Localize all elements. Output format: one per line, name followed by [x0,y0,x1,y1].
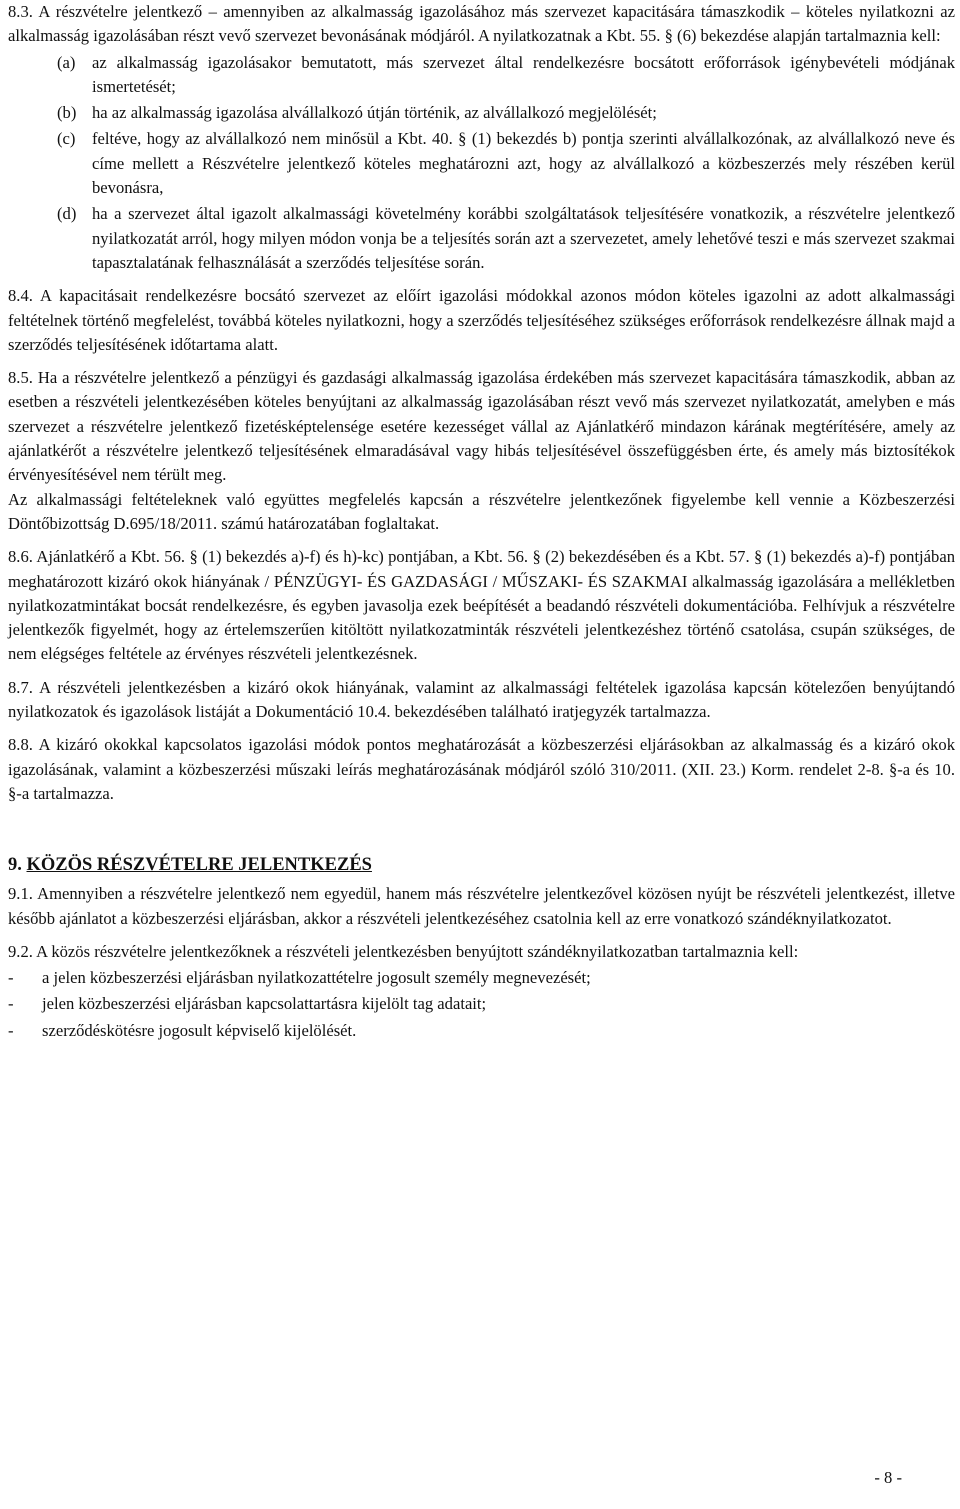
dash-item-3 [8,1019,955,1043]
section-9-2-intro: 9.2. A közös részvételre jelentkezőknek a részvételi jelentkezésben benyújtott szándéknyilatkozatban tartalmaznia kell: [8,941,799,961]
section-8-5-note: Az alkalmassági feltételeknek való együttes megfelelés kapcsán a részvételre jelentkezőnek figyelembe kell vennie a Közbeszerzési Döntőbizottság D.695/18/2011. számú határozatában foglaltakat. [8,489,955,533]
list-item-b [57,101,955,125]
page-footer [0,1466,960,1490]
dash-text: szerződéskötésre jogosult képviselő kijelölését. [42,1020,357,1040]
section-8-4: 8.4. A kapacitásait rendelkezésre bocsátó szervezet az előírt igazolási módokkal azonos módon köteles igazolni az adott alkalmassági feltételnek történő megfelelést, továbbá köteles nyilatkozni, hogy a szerződés teljesítéséhez szükséges erőforrások rendelkezésre állnak majd a szerződés teljesítésének időtartama alatt. [8,286,955,354]
document-page [8,0,955,1043]
dash-bullet: - [8,1020,14,1040]
page-number: - 8 - [874,1468,902,1487]
dash-bullet: - [8,994,14,1014]
list-text: feltéve, hogy az alvállalkozó nem minősül a Kbt. 40. § (1) bekezdés b) pontja szerinti alvállalkozónak, az alvállalkozó neve és címe mellett a Részvételre jelentkező köteles meghatározni azt, hogy az alvállalkozó a közbeszerzés mely részében kerül bevonásra, [92,129,955,198]
list-text: az alkalmasság igazolásakor bemutatott, más szervezet által rendelkezésre bocsátott erőforrások igénybevételi módjának ismertetését; [92,52,955,96]
section-9-title: KÖZÖS RÉSZVÉTELRE JELENTKEZÉS [26,855,372,876]
dash-item-2 [8,992,955,1016]
section-8-5: 8.5. Ha a részvételre jelentkező a pénzügyi és gazdasági alkalmasság igazolása érdekében más szervezet kapacitására támaszkodik, abban az esetben a részvételi jelentkezésében köteles benyújtani az alkalmasság igazolásában részt vevő más szervezet nyilatkozatát, amelyben e más szervezet a részvételre jelentkező fizetésképtelensége esetére kezességet vállal az Ajánlatkérő mindazon kárának megtérítésére, amely az ajánlatkérőt a részvételre jelentkező teljesítésének elmaradásával vagy hibás teljesítésével összefüggésben érte, és amely más biztosítékok érvényesítésével nem térült meg. [8,368,955,485]
list-item-a [57,51,955,100]
section-8-6: 8.6. Ajánlatkérő a Kbt. 56. § (1) bekezdés a)-f) és h)-kc) pontjában, a Kbt. 56. § (2) bekezdésében és a Kbt. 57. § (1) bekezdés a)-f) pontjában meghatározott kizáró okok hiányának / PÉNZÜGYI- ÉS GAZDASÁGI / MŰSZAKI- ÉS SZAKMAI alkalmasság igazolására a mellékletben nyilatkozatmintákat bocsát rendelkezésre, és egyben javasolja ezek beépítését a beadandó részvételi dokumentációba. Felhívjuk a részvételre jelentkezők figyelmét, hogy az értelemszerűen kitöltött nyilatkozatminták részvételi jelentkezéshez történő csatolása, csupán szükséges, de nem elégséges feltétele az érvényes részvételi jelentkezésnek. [8,547,955,664]
section-8-7: 8.7. A részvételi jelentkezésben a kizáró okok hiányának, valamint az alkalmassági feltételek igazolása kapcsán kötelezően benyújtandó nyilatkozatok és igazolások listáját a Dokumentáció 10.4. bekezdésében található iratjegyzék tartalmazza. [8,677,955,722]
section-9-number: 9. [8,855,22,876]
section-8-3-intro: 8.3. A részvételre jelentkező – amennyiben az alkalmasság igazolásához más szervezet kapacitására támaszkodik – köteles nyilatkozni az alkalmasság igazolásában részt vevő szervezet bevonásának módjáról. A nyilatkozatnak a Kbt. 55. § (6) bekezdése alapján tartalmaznia kell: [8,2,955,46]
dash-bullet: - [8,968,14,988]
list-label: (b) [57,103,77,123]
list-item-d [57,202,955,275]
dash-item-1 [8,966,955,990]
list-label: (d) [57,204,77,224]
dash-text: a jelen közbeszerzési eljárásban nyilatkozattételre jogosult személy megnevezését; [42,968,591,988]
dash-text: jelen közbeszerzési eljárásban kapcsolattartásra kijelölt tag adatait; [42,994,487,1014]
list-item-c [57,127,955,200]
list-label: (a) [57,52,76,72]
section-9-heading [8,852,955,878]
list-label: (c) [57,129,76,149]
section-8-8: 8.8. A kizáró okokkal kapcsolatos igazolási módok pontos meghatározását a közbeszerzési eljárásokban az alkalmasság és a kizáró okok igazolásának, valamint a közbeszerzési műszaki leírás meghatározásának módjáról szóló 310/2011. (XII. 23.) Korm. rendelet 2-8. §-a és 10. §-a tartalmazza. [8,735,955,803]
section-9-1: 9.1. Amennyiben a részvételre jelentkező nem egyedül, hanem más részvételre jelentkezővel közösen nyújt be részvételi jelentkezést, illetve később ajánlatot a közbeszerzési eljárásban, akkor a részvételi jelentkezéséhez csatolnia kell az erre vonatkozó szándéknyilatkozatot. [8,884,955,928]
list-text: ha az alkalmasság igazolása alvállalkozó útján történik, az alvállalkozó megjelölését; [92,103,657,123]
list-text: ha a szervezet által igazolt alkalmassági követelmény korábbi szolgáltatások teljesítésére vonatkozik, a részvételre jelentkező nyilatkozatát arról, hogy milyen módon vonja be a teljesítés során azt a szervezetet, amely lehetővé teszi e más szervezet szakmai tapasztalatának felhasználását a szerződés teljesítése során. [92,204,955,272]
